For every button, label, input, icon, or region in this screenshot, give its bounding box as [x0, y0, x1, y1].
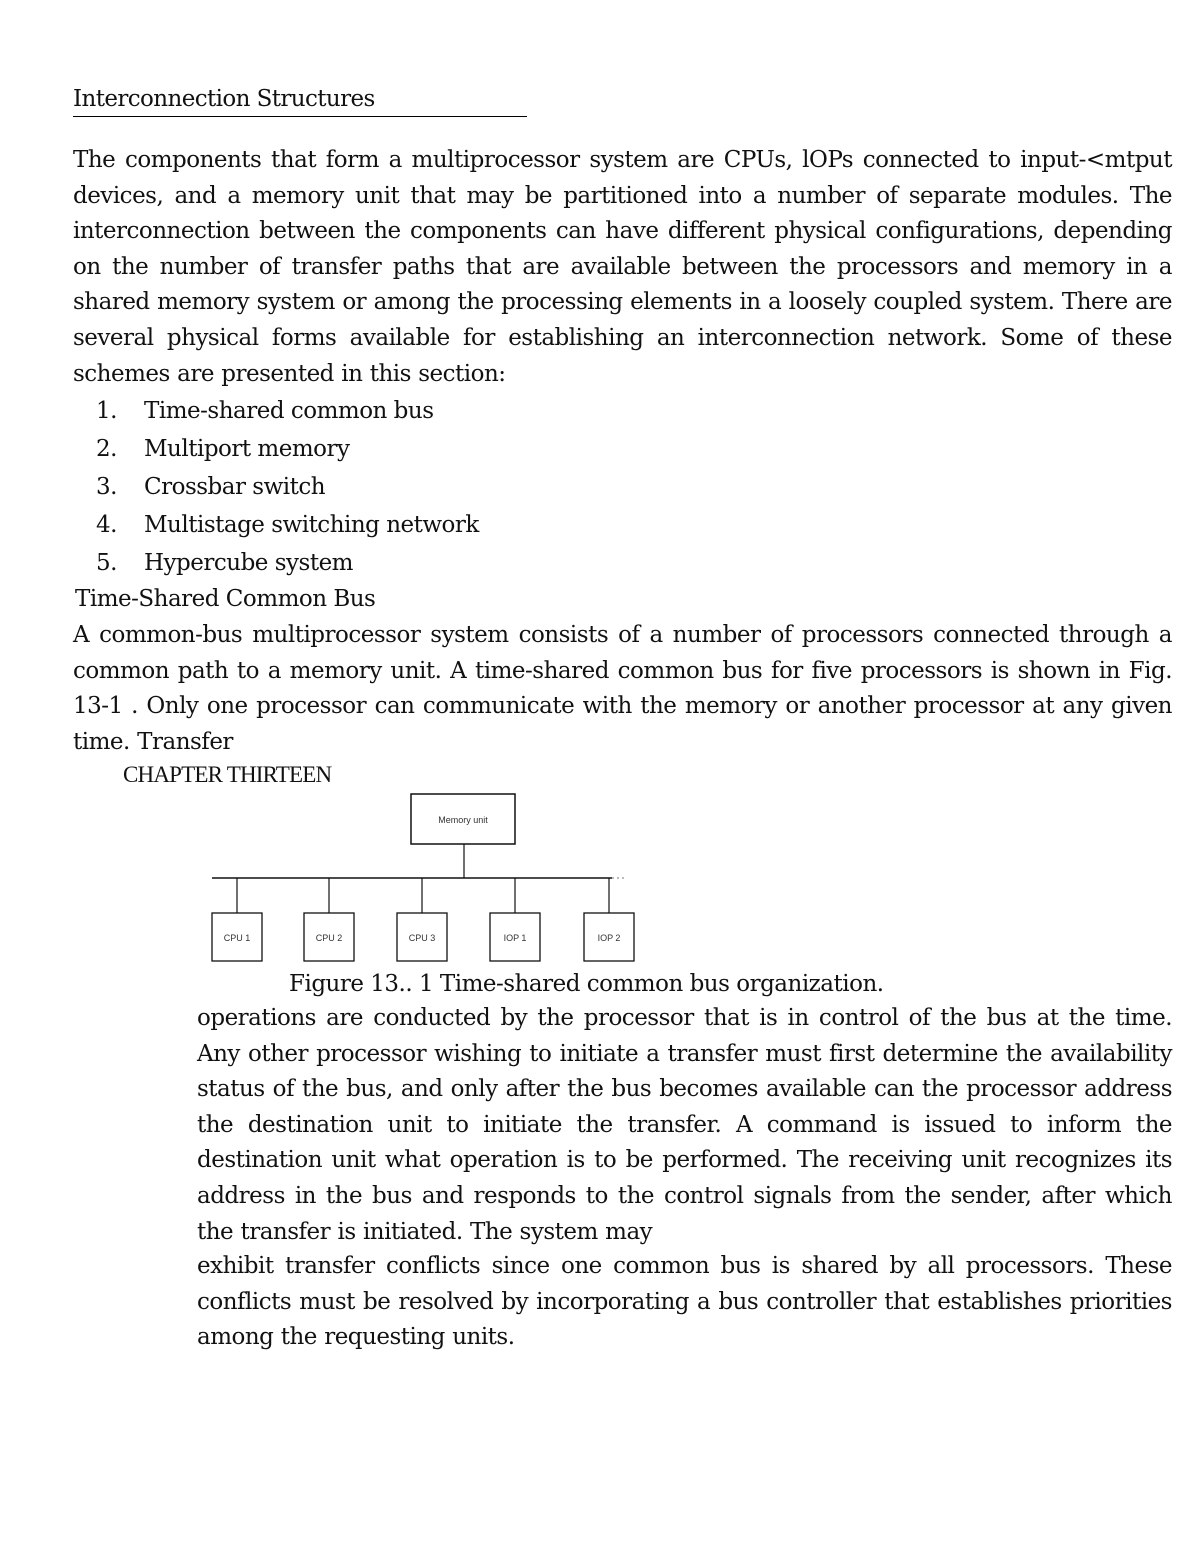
cpu3-label: CPU 3 — [408, 933, 436, 943]
figure-caption: Figure 13.. 1 Time-shared common bus organization. — [289, 971, 884, 997]
operations-paragraph: operations are conducted by the processor that is in control of the bus at the time. Any other processor wishing to initiate a transfer must first determine the availability status of the bus, and only after the bus becomes available can the processor address the destination unit to initiate the transfer. A command is issued to inform the destination unit what operation is to be performed. The receiving unit recognizes its address in the bus and responds to the control signals from the sender, after which the transfer is initiated. The system may — [197, 1005, 1172, 1245]
list-item — [73, 392, 479, 430]
conflicts-paragraph: exhibit transfer conflicts since one common bus is shared by all processors. These conflicts must be resolved by incorporating a bus controller that establishes priorities among the requesting units. — [197, 1253, 1172, 1351]
bus-diagram — [200, 788, 640, 968]
list-item — [73, 544, 479, 582]
list-label: Multiport memory — [144, 436, 350, 462]
bus-paragraph: A common-bus multiprocessor system consists of a number of processors connected through a common path to a memory unit. A time-shared common bus for five processors is shown in Fig. 13-1 . Only one processor can communicate with the memory or another processor at any given time. Transfer — [73, 622, 1172, 755]
chapter-label: CHAPTER THIRTEEN — [123, 762, 332, 787]
intro-paragraph: The components that form a multiprocessor system are CPUs, lOPs connected to input-<mtput devices, and a memory unit that may be partitioned into a number of separate modules. The interconnection between the components can have different physical configurations, depending on the number of transfer paths that are available between the processors and memory in a shared memory system or among the processing elements in a loosely coupled system. There are several physical forms available for establishing an interconnection network. Some of these schemes are presented in this section: — [73, 147, 1172, 387]
page-title: Interconnection Structures — [73, 84, 527, 117]
list-number: 5. — [96, 550, 117, 576]
list-label: Time-shared common bus — [144, 398, 434, 424]
section-heading: Time-Shared Common Bus — [75, 586, 376, 612]
list-number: 1. — [96, 398, 117, 424]
memory-unit-label: Memory unit — [438, 815, 488, 825]
iop1-label: IOP 1 — [503, 933, 527, 943]
list-label: Multistage switching network — [144, 512, 479, 538]
list-number: 3. — [96, 474, 117, 500]
schemes-list — [73, 392, 479, 582]
list-item — [73, 468, 479, 506]
list-number: 4. — [96, 512, 117, 538]
list-item — [73, 430, 479, 468]
cpu2-label: CPU 2 — [315, 933, 343, 943]
cpu1-label: CPU 1 — [223, 933, 251, 943]
list-label: Crossbar switch — [144, 474, 326, 500]
iop2-label: IOP 2 — [597, 933, 621, 943]
list-label: Hypercube system — [144, 550, 353, 576]
list-number: 2. — [96, 436, 117, 462]
list-item — [73, 506, 479, 544]
